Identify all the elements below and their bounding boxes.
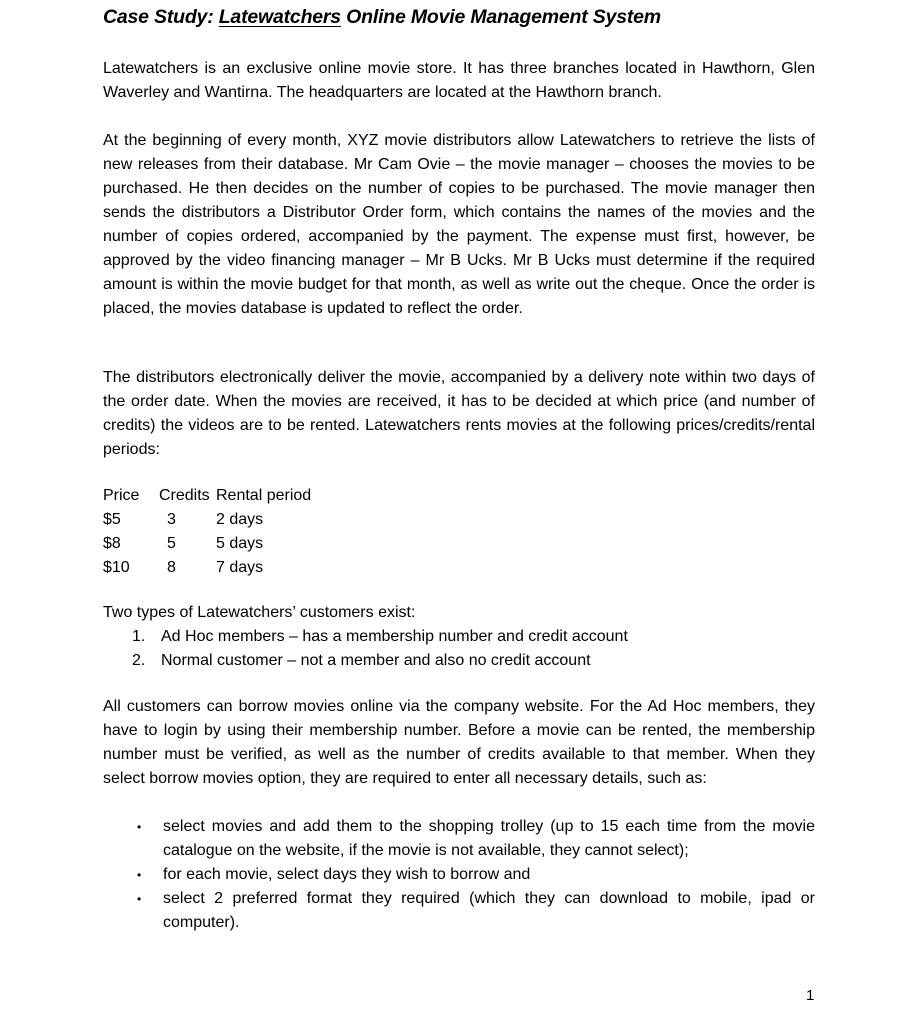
bullet-icon: • <box>137 820 142 834</box>
list-item <box>103 863 815 887</box>
bullet-icon: • <box>137 868 142 882</box>
list-item-text: Normal customer – not a member and also no credit account <box>161 652 591 669</box>
table-row <box>103 532 336 556</box>
table-header-row <box>103 484 336 508</box>
list-item-text: select 2 preferred format they required (which they can download to mobile, ipad or computer). <box>163 890 815 931</box>
list-item-text: Ad Hoc members – has a membership number and credit account <box>161 628 628 645</box>
period-cell: 2 days <box>216 511 264 528</box>
list-number: 2. <box>132 652 146 669</box>
credits-cell: 5 <box>167 535 176 552</box>
list-item-text: select movies and add them to the shopping trolley (up to 15 each time from the movie catalogue on the website, if the movie is not available, they cannot select); <box>163 818 815 859</box>
list-number: 1. <box>132 628 146 645</box>
table-row <box>103 556 336 580</box>
details-bullet-list <box>103 815 815 935</box>
list-item <box>103 649 815 673</box>
rental-price-table <box>103 484 336 580</box>
list-item-text: for each movie, select days they wish to borrow and <box>163 866 531 883</box>
title-prefix: Case Study: <box>103 6 219 28</box>
borrowing-paragraph: All customers can borrow movies online via the company website. For the Ad Hoc members, they have to login by using their membership number. Before a movie can be rented, the membership number must be verified, as well as the number of credits available to that member. When they select borrow movies option, they are required to enter all necessary details, such as: <box>103 698 815 787</box>
header-rental-period: Rental period <box>216 487 312 504</box>
document-title <box>103 6 661 29</box>
period-cell: 5 days <box>216 535 264 552</box>
bullet-icon: • <box>137 892 142 906</box>
credits-cell: 8 <box>167 559 176 576</box>
price-cell: $5 <box>103 511 121 528</box>
header-credits: Credits <box>159 487 210 504</box>
page-number: 1 <box>806 987 815 1004</box>
price-cell: $8 <box>103 535 121 552</box>
period-cell: 7 days <box>216 559 264 576</box>
price-cell: $10 <box>103 559 130 576</box>
delivery-paragraph: The distributors electronically deliver the movie, accompanied by a delivery note within two days of the order date. When the movies are received, it has to be decided at which price (and number of credits) the videos are to be rented. Latewatchers rents movies at the following prices/credits/rental periods: <box>103 369 815 458</box>
list-item <box>103 625 815 649</box>
list-item <box>103 887 815 935</box>
customer-types-list <box>103 625 815 673</box>
ordering-paragraph: At the beginning of every month, XYZ movie distributors allow Latewatchers to retrieve the lists of new releases from their database. Mr Cam Ovie – the movie manager – chooses the movies to be purchased. He then decides on the number of copies to be purchased. The movie manager then sends the distributors a Distributor Order form, which contains the names of the movies and the number of copies ordered, accompanied by the payment. The expense must first, however, be approved by the video financing manager – Mr B Ucks. Mr B Ucks must determine if the required amount is within the movie budget for that month, as well as write out the cheque. Once the order is placed, the movies database is updated to reflect the order. <box>103 132 815 317</box>
intro-paragraph: Latewatchers is an exclusive online movie store. It has three branches located in Hawthorn, Glen Waverley and Wantirna. The headquarters are located at the Hawthorn branch. <box>103 60 815 101</box>
table-row <box>103 508 336 532</box>
customer-types-heading: Two types of Latewatchers’ customers exist: <box>103 604 416 621</box>
list-item <box>103 815 815 863</box>
title-suffix: Online Movie Management System <box>340 6 661 28</box>
credits-cell: 3 <box>167 511 176 528</box>
header-price: Price <box>103 487 140 504</box>
title-brand: Latewatchers <box>218 6 341 28</box>
